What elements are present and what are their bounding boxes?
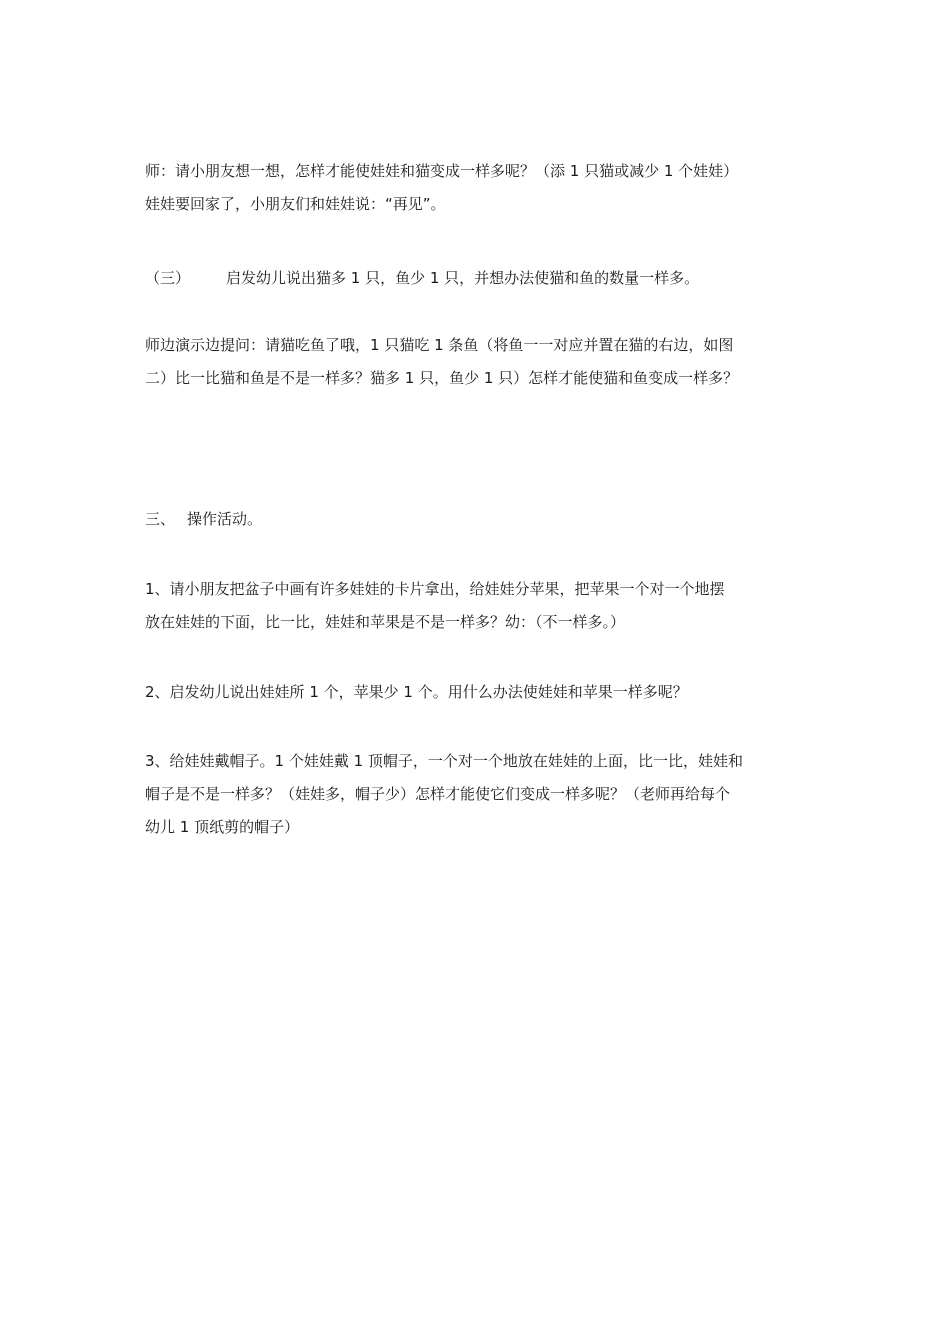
section-title: 操作活动。 (187, 510, 263, 528)
text-line (145, 262, 815, 295)
list-item-3 (145, 745, 815, 844)
text-line: 二）比一比猫和鱼是不是一样多？猫多 1 只，鱼少 1 只）怎样才能使猫和鱼变成一样多？ (145, 369, 739, 387)
subsection-label: （三） (145, 269, 191, 287)
list-item-1 (145, 573, 815, 639)
text-line: 师：请小朋友想一想，怎样才能使娃娃和猫变成一样多呢？（添 1 只猫或减少 1 个娃娃） (145, 162, 739, 180)
text-line: 娃娃要回家了，小朋友们和娃娃说：“再见”。 (145, 195, 446, 213)
paragraph-subsection-three (145, 262, 815, 295)
text-line: 帽子是不是一样多？（娃娃多，帽子少）怎样才能使它们变成一样多呢？（老师再给每个 (145, 785, 731, 803)
section-heading-three (145, 503, 815, 536)
section-label: 三、 (145, 510, 176, 528)
text-line (145, 503, 815, 536)
text-line: 放在娃娃的下面，比一比，娃娃和苹果是不是一样多？幼：（不一样多。） (145, 613, 626, 631)
paragraph-teacher-question (145, 155, 815, 221)
list-item-2 (145, 676, 815, 709)
text-line: 幼儿 1 顶纸剪的帽子） (145, 818, 300, 836)
subsection-text: 启发幼儿说出猫多 1 只，鱼少 1 只，并想办法使猫和鱼的数量一样多。 (226, 269, 700, 287)
paragraph-teacher-demo (145, 329, 815, 395)
text-line: 师边演示边提问：请猫吃鱼了哦，1 只猫吃 1 条鱼（将鱼一一对应并置在猫的右边，如图 (145, 336, 734, 354)
text-line: 1、请小朋友把盆子中画有许多娃娃的卡片拿出，给娃娃分苹果，把苹果一个对一个地摆 (145, 580, 725, 598)
text-line: 3、给娃娃戴帽子。1 个娃娃戴 1 顶帽子，一个对一个地放在娃娃的上面，比一比，娃娃和 (145, 752, 743, 770)
text-line: 2、启发幼儿说出娃娃所 1 个，苹果少 1 个。用什么办法使娃娃和苹果一样多呢？ (145, 683, 688, 701)
